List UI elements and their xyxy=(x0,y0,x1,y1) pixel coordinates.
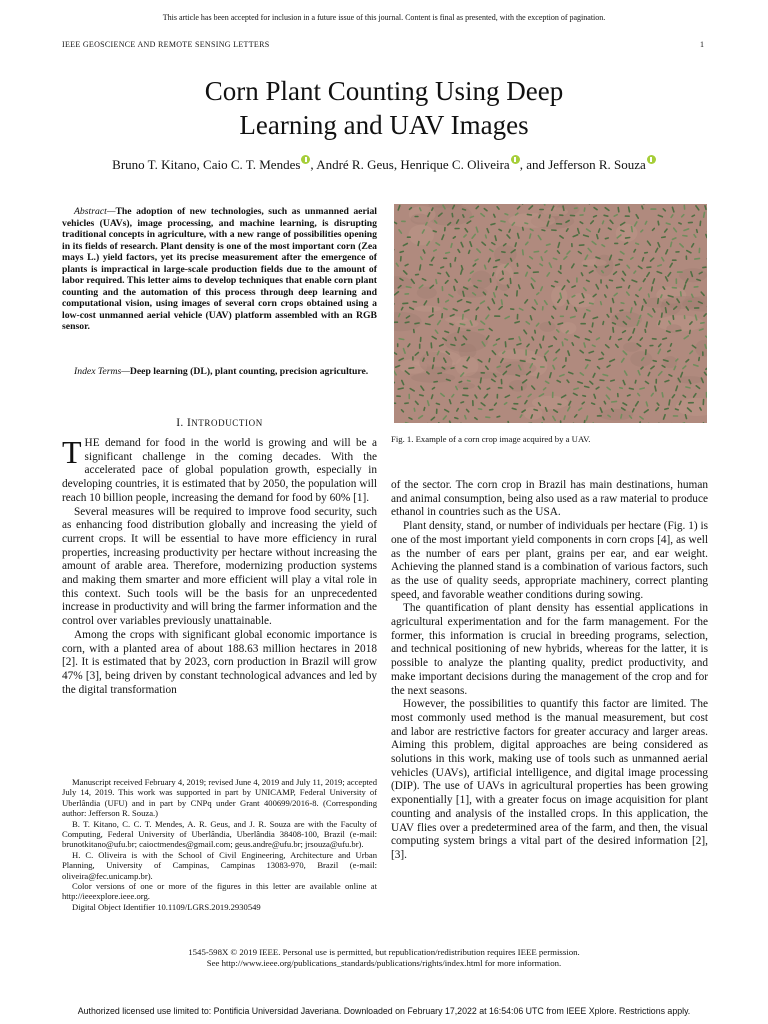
corn-plant xyxy=(599,229,600,232)
corn-crop-aerial-photo xyxy=(394,204,707,423)
abstract xyxy=(62,206,377,333)
corn-plant xyxy=(683,236,687,237)
corn-plant xyxy=(463,291,464,296)
corn-plant xyxy=(620,310,623,311)
corn-plant xyxy=(661,295,662,298)
corn-plant xyxy=(668,350,670,351)
corn-plant xyxy=(662,393,663,397)
corn-plant xyxy=(520,361,525,362)
corn-plant xyxy=(590,303,594,304)
corn-plant xyxy=(398,388,403,389)
paragraph: of the sector. The corn crop in Brazil has main destinations, human and animal consumption, being also used as a raw material to produce ethanol in countries such as the USA. xyxy=(391,479,708,519)
corn-plant xyxy=(499,229,501,230)
corn-plant xyxy=(515,243,516,246)
section-numeral: I. xyxy=(176,417,187,429)
soil-texture xyxy=(444,331,488,352)
corn-plant xyxy=(509,230,510,233)
corn-plant xyxy=(618,208,619,212)
corn-plant xyxy=(592,323,593,327)
drop-cap: T xyxy=(62,434,82,470)
corn-plant xyxy=(432,395,433,399)
corn-plant xyxy=(452,214,453,217)
footnotes xyxy=(62,777,377,912)
corn-plant xyxy=(701,323,704,324)
abstract-label: Abstract— xyxy=(74,206,116,217)
corn-plant xyxy=(642,306,643,310)
corn-plant xyxy=(604,402,605,404)
corn-plant xyxy=(585,386,589,387)
corn-plant xyxy=(502,252,505,253)
corn-plant xyxy=(667,331,671,332)
soil-texture xyxy=(679,268,707,282)
orcid-icon[interactable] xyxy=(511,155,520,164)
corn-plant xyxy=(459,382,461,383)
corn-plant xyxy=(617,287,622,288)
corn-plant xyxy=(640,388,644,389)
corn-plant xyxy=(658,299,659,304)
corn-plant xyxy=(505,214,508,215)
corn-plant xyxy=(705,345,706,349)
corn-plant xyxy=(489,359,490,362)
license-notice: Authorized licensed use limited to: Pontificia Universidad Javeriana. Downloaded on February 17,2022 at 16:54:06 UTC from IEEE Xplore. Restrictions apply. xyxy=(77,1006,691,1016)
corn-plant xyxy=(446,252,450,253)
corn-plant xyxy=(542,230,545,231)
corn-plant xyxy=(400,251,403,252)
corn-plant xyxy=(455,418,458,419)
corn-plant xyxy=(534,251,538,252)
soil-texture xyxy=(524,407,543,420)
corn-plant xyxy=(613,299,614,303)
corn-plant xyxy=(655,386,656,391)
copyright-line-1: 1545-598X © 2019 IEEE. Personal use is permitted, but republication/redistribution requires IEEE permission. xyxy=(188,947,580,957)
corn-plant xyxy=(695,258,700,259)
footnote: Manuscript received February 4, 2019; revised June 4, 2019 and July 11, 2019; accepted July 14, 2019. This work was supported in part by UNICAMP, Federal University of Uberlândia (UFU) and in part by CNPq under Grant 400699/2016-8. (Corresponding author: Jefferson R. Souza.) xyxy=(62,777,377,819)
corn-plant xyxy=(509,339,513,340)
corn-plant xyxy=(478,281,481,282)
corn-plant xyxy=(514,349,515,353)
corn-plant xyxy=(399,314,400,317)
index-terms-label: Index Terms— xyxy=(74,366,130,377)
corn-plant xyxy=(469,250,470,253)
corn-plant xyxy=(592,403,595,404)
corn-plant xyxy=(532,358,535,359)
paragraph-text: HE demand for food in the world is growing and will be a significant challenge in the coming decades. With the accelerated pace of global population growth, especially in developing countries, it is estimated that by 2050, the population will reach 10 billion people, increasing the demand for food by 60% [1]. xyxy=(62,437,377,504)
corn-plant xyxy=(610,337,611,340)
corn-plant xyxy=(511,259,512,262)
corn-plant xyxy=(592,345,595,346)
corn-plant xyxy=(584,421,585,423)
corn-plant xyxy=(646,322,647,327)
corn-plant xyxy=(549,322,550,324)
corn-plant xyxy=(629,388,633,389)
corn-plant xyxy=(636,243,639,244)
corn-plant xyxy=(632,227,633,232)
corn-plant xyxy=(415,323,419,324)
corn-plant xyxy=(525,223,528,224)
corn-plant xyxy=(426,324,430,325)
corn-plant xyxy=(427,352,428,355)
corn-plant xyxy=(620,388,623,389)
corn-plant xyxy=(626,238,630,239)
corn-plant xyxy=(433,365,434,368)
corn-plant xyxy=(423,358,424,361)
corn-plant xyxy=(527,214,531,215)
corn-plant xyxy=(490,409,493,410)
corn-plant xyxy=(628,395,631,396)
authors-part-2: , André R. Geus, Henrique C. Oliveira xyxy=(310,157,510,172)
corn-plant xyxy=(432,208,433,210)
corn-plant xyxy=(612,401,617,402)
corn-plant xyxy=(639,422,640,423)
corn-plant xyxy=(463,215,464,217)
corn-plant xyxy=(450,324,453,325)
corn-plant xyxy=(605,238,608,239)
footnote: Color versions of one or more of the figures in this letter are available online at http://ieeexplore.ieee.org. xyxy=(62,881,377,902)
corn-plant xyxy=(508,422,509,424)
corn-plant xyxy=(508,285,509,287)
corn-plant xyxy=(621,230,624,231)
paragraph: Among the crops with significant global economic importance is corn, with a planted area of about 188.63 million hectares in 2018 [2]. It is estimated that by 2023, corn production in Brazil will grow 47% [3], being driven by constant technological advances and led by the digital transformation xyxy=(62,628,377,696)
soil-texture xyxy=(419,352,452,373)
corn-plant xyxy=(616,264,620,265)
authors-part-1: Bruno T. Kitano, Caio C. T. Mendes xyxy=(112,157,301,172)
corn-plant xyxy=(676,330,681,331)
corn-plant xyxy=(685,415,686,419)
paragraph: Several measures will be required to improve food security, such as enhancing food distribution globally and increasing the yield of current crops. It will be essential to have more efficiency in rural properties, increasing productivity per hectare without increasing the amount of arable area. Therefore, modernizing production systems and making them smarter and more efficient will play a vital role in this context. Such tools will be the basis for an unprecedented increase in productivity and will bring the farmer information and the control over variables previously unattainable. xyxy=(62,505,377,628)
corn-plant xyxy=(523,250,524,255)
corn-plant xyxy=(686,387,690,388)
corn-plant xyxy=(462,266,463,270)
corn-plant xyxy=(543,336,544,340)
corn-plant xyxy=(502,300,503,304)
corn-plant xyxy=(584,266,587,267)
corn-plant xyxy=(539,215,540,218)
corn-plant xyxy=(604,215,608,216)
acceptance-notice: This article has been accepted for inclusion in a future issue of this journal. Content is final as presented, with the exception of pagination. xyxy=(162,13,606,22)
soil-texture xyxy=(599,409,633,420)
soil-texture xyxy=(445,316,468,322)
corn-plant xyxy=(454,286,455,290)
corn-plant xyxy=(587,280,590,281)
corn-plant xyxy=(399,339,404,340)
corn-plant xyxy=(658,221,659,225)
index-terms-text: Deep learning (DL), plant counting, precision agriculture. xyxy=(129,366,369,377)
journal-name: IEEE GEOSCIENCE AND REMOTE SENSING LETTERS xyxy=(62,40,270,49)
corn-plant xyxy=(438,273,441,274)
corn-plant xyxy=(692,215,694,216)
corn-plant xyxy=(603,221,604,224)
corn-plant xyxy=(555,281,558,282)
corn-plant xyxy=(565,339,568,340)
author-list xyxy=(0,155,768,173)
corn-plant xyxy=(406,287,411,288)
corn-plant xyxy=(610,280,613,281)
soil-texture xyxy=(630,351,652,366)
corn-plant xyxy=(418,242,419,246)
corn-plant xyxy=(455,258,456,261)
corn-plant xyxy=(468,381,471,382)
corn-plant xyxy=(552,286,555,287)
corn-plant xyxy=(436,403,439,404)
corn-plant xyxy=(503,271,504,274)
corn-plant xyxy=(487,388,490,389)
corn-plant xyxy=(629,207,630,212)
soil-texture xyxy=(455,356,478,377)
page-number: 1 xyxy=(700,40,704,49)
corn-plant xyxy=(470,216,473,217)
corn-plant xyxy=(666,308,667,313)
figure-corn-crop-image xyxy=(394,204,707,423)
corn-plant xyxy=(613,328,614,333)
corn-plant xyxy=(501,221,505,222)
corn-plant xyxy=(567,306,568,309)
corn-plant xyxy=(420,208,421,211)
corn-plant xyxy=(535,330,536,333)
soil-texture xyxy=(415,306,442,312)
soil-texture xyxy=(539,322,555,332)
corn-plant xyxy=(642,258,643,261)
corn-plant xyxy=(496,260,500,261)
corn-plant xyxy=(451,368,454,369)
corn-plant xyxy=(658,265,662,266)
corn-plant xyxy=(690,330,691,333)
corn-plant xyxy=(409,368,414,369)
corn-plant xyxy=(480,378,481,383)
section-title-rest: NTRODUCTION xyxy=(191,418,263,428)
corn-plant xyxy=(530,234,531,238)
corn-plant xyxy=(597,235,598,239)
corn-plant xyxy=(441,267,444,268)
corn-plant xyxy=(426,223,427,225)
corn-plant xyxy=(438,373,441,374)
footnote: H. C. Oliveira is with the School of Civil Engineering, Architecture and Urban Planning, University of Campinas, Campinas 13083-970, Brazil (e-mail: oliveira@fec.unicamp.br). xyxy=(62,849,377,881)
copyright-notice xyxy=(0,947,768,969)
corn-plant xyxy=(662,313,663,317)
corn-plant xyxy=(679,223,681,224)
corn-plant xyxy=(584,208,585,211)
corn-plant xyxy=(586,416,587,420)
corn-plant xyxy=(460,324,464,325)
corn-plant xyxy=(495,236,496,241)
section-initial: I xyxy=(186,417,192,429)
corn-plant xyxy=(671,344,672,346)
corn-plant xyxy=(433,231,436,232)
corn-plant xyxy=(414,408,415,411)
corn-plant xyxy=(583,396,586,397)
corn-plant xyxy=(534,410,537,411)
corn-plant xyxy=(676,409,679,410)
corn-plant xyxy=(516,375,520,376)
corn-plant xyxy=(451,345,455,346)
corn-plant xyxy=(665,408,668,409)
corn-plant xyxy=(635,380,636,383)
corn-plant xyxy=(405,322,409,323)
paragraph xyxy=(62,434,377,506)
corn-plant xyxy=(463,395,468,396)
corn-plant xyxy=(563,206,564,210)
corn-plant xyxy=(606,286,607,288)
title-line-2: Learning and UAV Images xyxy=(239,110,529,140)
authors-part-3: , and Jefferson R. Souza xyxy=(519,157,646,172)
corn-plant xyxy=(523,228,524,231)
corn-plant xyxy=(434,382,437,383)
corn-plant xyxy=(700,221,701,225)
corn-plant xyxy=(671,242,672,246)
corn-plant xyxy=(649,294,650,297)
soil-texture xyxy=(551,286,567,306)
copyright-line-2: See http://www.ieee.org/publications_standards/publications/rights/index.html for more information. xyxy=(206,958,562,968)
corn-plant xyxy=(611,380,614,381)
corn-plant xyxy=(659,321,660,325)
abstract-text: The adoption of new technologies, such as unmanned aerial vehicles (UAVs), image processing, and machine learning, is disrupting traditional concepts in agriculture, with a new range of possibilities opening in its fields of research. Plant density is one of the most important corn (Zea mays L.) yield factors, yet its precise measurement after the emergence of plants is impractical in large-scale production fields due to the amount of labor required. This letter aims to develop techniques that enable corn plant counting and the automation of this process through deep learning and computational vision, using images of several corn crops obtained using a low-cost unmanned aerial vehicle (UAV) platform assembled with an RGB sensor. xyxy=(62,206,377,332)
corn-plant xyxy=(621,415,622,418)
corn-plant xyxy=(629,286,630,288)
index-terms xyxy=(62,366,377,378)
corn-plant xyxy=(613,323,616,324)
corn-plant xyxy=(642,206,643,209)
corn-plant xyxy=(605,295,606,297)
corn-plant xyxy=(562,342,563,346)
paragraph: The quantification of plant density has essential applications in agricultural experimentation and for the farm management. For the former, this information is crucial in breeding programs, selection, and technical positioning of new hybrids, whereas for the latter, it is possible to analyze the planting quality, predict productivity, and make important decisions during the management of the crop and for the next seasons. xyxy=(391,602,708,697)
corn-plant xyxy=(697,279,700,280)
corn-plant xyxy=(485,265,486,269)
corn-plant xyxy=(669,400,670,405)
corn-plant xyxy=(510,279,511,284)
corn-plant xyxy=(549,346,552,347)
corn-plant xyxy=(497,366,500,367)
soil-texture xyxy=(532,396,568,409)
corn-plant xyxy=(645,330,646,333)
corn-plant xyxy=(479,409,482,410)
corn-plant xyxy=(463,209,466,210)
corn-plant xyxy=(424,408,425,411)
corn-plant xyxy=(601,302,602,305)
soil-texture xyxy=(411,373,455,383)
corn-plant xyxy=(547,244,551,245)
corn-plant xyxy=(699,358,700,361)
corn-plant xyxy=(531,415,532,418)
corn-plant xyxy=(455,338,456,341)
corn-plant xyxy=(461,402,464,403)
corn-plant xyxy=(420,395,423,396)
corn-plant xyxy=(681,292,682,296)
corn-plant xyxy=(594,216,597,217)
title-line-1: Corn Plant Counting Using Deep xyxy=(204,76,564,106)
corn-plant xyxy=(567,300,568,303)
corn-plant xyxy=(704,212,705,217)
paragraph: Plant density, stand, or number of individuals per hectare (Fig. 1) is one of the most important yield components in corn crops [4], as well as the number of ears per plant, grains per ear, and ear weight. Achieving the planned stand is a combination of various factors, such as the use of quality seeds, appropriate machinery, correct planting speed, and favorable weather conditions during sowing. xyxy=(391,520,708,601)
corn-plant xyxy=(512,408,516,409)
corn-plant xyxy=(663,338,667,339)
orcid-icon[interactable] xyxy=(647,155,656,164)
corn-plant xyxy=(496,287,497,290)
corn-plant xyxy=(445,331,449,332)
corn-plant xyxy=(673,316,674,320)
paper-title xyxy=(0,74,768,142)
corn-plant xyxy=(451,244,452,248)
corn-plant xyxy=(465,416,466,419)
corn-plant xyxy=(621,303,624,304)
corn-plant xyxy=(476,316,477,320)
corn-plant xyxy=(697,230,698,233)
corn-plant xyxy=(662,237,666,238)
corn-plant xyxy=(447,379,451,380)
corn-plant xyxy=(497,416,500,417)
right-column-body xyxy=(391,479,708,863)
paragraph: However, the possibilities to quantify this factor are limited. The most commonly used method is the manual measurement, but cost and labor are restrictive factors for greater accuracy and larger areas. Aiming this problem, digital approaches are being considered as solutions in this work, making use of tools such as unmanned aerial vehicles (UAVs), artificial intelligence, and digital image processing (DIP). The use of UAVs in agricultural properties has been growing exponentially [1], with a greater focus on image acquisition for plant counting and analysis of the installed crops. In this application, the UAV flies over a predetermined area of the farm, and then, the visual computing system brings a vital part of the desired information [2], [3]. xyxy=(391,698,708,861)
footnote: B. T. Kitano, C. C. T. Mendes, A. R. Geus, and J. R. Souza are with the Faculty of Computing, Federal University of Uberlândia, Uberlândia 38408-100, Brazil (e-mail: brunotkitano@ufu.br; caioctmendes@gmail.com; geus.andre@ufu.br; jrsouza@ufu.br). xyxy=(62,818,377,850)
footnote: Digital Object Identifier 10.1109/LGRS.2019.2930549 xyxy=(72,901,261,912)
corn-plant xyxy=(434,250,436,251)
corn-plant xyxy=(491,224,495,225)
corn-plant xyxy=(619,339,622,340)
section-heading xyxy=(62,417,377,429)
corn-plant xyxy=(564,416,565,419)
corn-plant xyxy=(705,206,706,210)
corn-plant xyxy=(553,258,556,259)
corn-plant xyxy=(494,267,497,268)
corn-plant xyxy=(486,235,487,238)
figure-caption: Fig. 1. Example of a corn crop image acquired by a UAV. xyxy=(391,434,591,444)
corn-plant xyxy=(467,302,471,303)
left-column-body xyxy=(62,434,377,697)
corn-plant xyxy=(550,215,551,218)
corn-plant xyxy=(599,358,603,359)
corn-plant xyxy=(493,273,494,276)
corn-plant xyxy=(586,360,591,361)
corn-plant xyxy=(420,265,421,270)
corn-plant xyxy=(436,280,437,284)
corn-plant xyxy=(463,315,464,320)
corn-plant xyxy=(652,287,653,291)
corn-plant xyxy=(653,361,656,362)
soil-texture xyxy=(409,225,435,246)
corn-plant xyxy=(706,235,707,238)
corn-plant xyxy=(462,344,465,345)
corn-plant xyxy=(603,322,604,325)
